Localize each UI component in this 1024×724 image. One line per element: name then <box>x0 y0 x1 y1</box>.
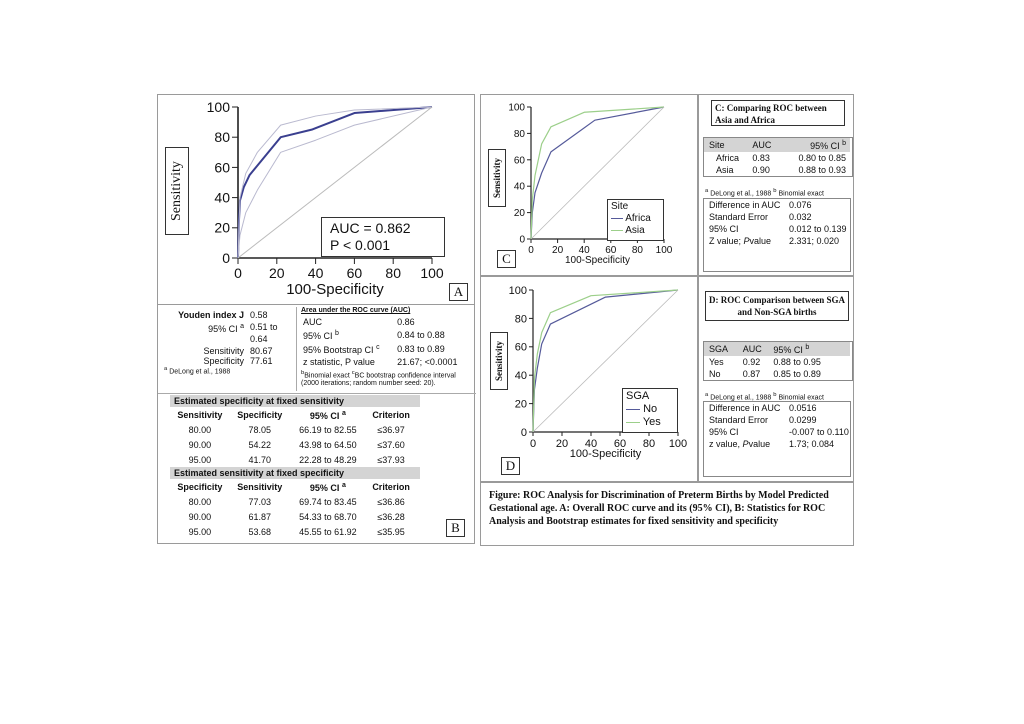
table-row: Asia 0.90 0.88 to 0.93 <box>716 165 846 175</box>
x-tick-label: 40 <box>578 245 590 256</box>
y-tick-label: 100 <box>206 98 230 115</box>
y-tick-label: 40 <box>214 189 230 206</box>
y-tick-label: 20 <box>214 219 230 236</box>
site-h-1: AUC <box>752 140 772 150</box>
legend-asia: Asia <box>625 225 645 236</box>
auc-ci-value: 0.84 to 0.88 <box>397 330 445 340</box>
y-tick-label: 20 <box>514 398 527 411</box>
auc-annotation: AUC = 0.862 <box>330 220 411 236</box>
spec-h-3: Criterion <box>372 410 410 420</box>
youden-ci-sup: a <box>240 323 244 330</box>
panel-d-stats: D: ROC Comparison between SGA and Non-SGA births SGA AUC 95% CI $^b$ Yes 0.92 0.88 to 0.95 No 0.87 0.85 to 0.89 $^a$ DeLong et al., 1988 $^b$ Binomial exact Difference in AUC 0.0516 Standard Error 0.0299 95% CI -0.007 to 0.110 z value, Pvalue 1.73; 0.084 <box>698 276 854 482</box>
legend-title: Site <box>611 201 629 212</box>
table-row: 95.00 53.68 45.55 to 61.92 ≤35.95 <box>188 527 405 537</box>
auc-title: Area under the ROC curve (AUC) <box>301 307 411 314</box>
roc-chart-overall <box>158 95 476 307</box>
x-tick-label: 60 <box>346 265 363 281</box>
y-tick-label: 0 <box>222 249 230 266</box>
youden-sens-value: 80.67 <box>250 346 273 356</box>
legend-no: No <box>643 403 658 415</box>
sens-table-title: Estimated sensitivity at fixed specificity <box>170 467 420 479</box>
sga-h-2-sup: b <box>805 344 810 351</box>
panel-a <box>157 94 475 306</box>
auc-z-label: z statistic, P value <box>303 357 375 367</box>
legend-swatch-no <box>626 409 640 410</box>
legend-africa: Africa <box>625 213 651 224</box>
spec-h-2: 95% CI <box>309 411 340 421</box>
panel-b-letter: B <box>446 519 465 537</box>
site-h-2: 95% CI <box>810 141 840 151</box>
x-axis-label: 100-Specificity <box>286 281 384 298</box>
legend-title: SGA <box>626 390 650 402</box>
x-tick-label: 40 <box>584 438 598 450</box>
sens-h-2-sup: a <box>341 482 346 489</box>
table-row: 80.00 78.05 66.19 to 82.55 ≤36.97 <box>188 425 405 435</box>
legend-swatch-asia <box>611 230 623 231</box>
sga-h-2: 95% CI <box>773 345 803 355</box>
table-row: 90.00 54.22 43.98 to 64.50 ≤37.60 <box>188 440 405 450</box>
y-axis-label: Sensitivity <box>490 332 508 390</box>
spec-table-title: Estimated specificity at fixed sensitivity <box>170 395 420 407</box>
x-tick-label: 100 <box>420 265 444 281</box>
auc-footnote-2: BC bootstrap confidence interval <box>354 372 456 380</box>
x-tick-label: 80 <box>385 265 401 281</box>
auc-boot-sup: c <box>376 344 380 351</box>
sga-footnote-a: DeLong et al., 1988 <box>710 394 772 402</box>
auc-fn2-sup: c <box>351 370 355 376</box>
sens-h-3: Criterion <box>372 482 410 492</box>
auc-ci-sup: b <box>335 330 339 337</box>
auc-row-label: AUC <box>303 317 323 327</box>
x-tick-label: 20 <box>555 438 569 450</box>
x-axis-label: 100-Specificity <box>564 255 631 266</box>
sga-h-0: SGA <box>709 344 729 354</box>
sga-footnote-b: Binomial exact <box>778 394 824 402</box>
legend-site <box>607 199 664 241</box>
youden-sens-label: Sensitivity <box>203 346 244 356</box>
sga-h-1: AUC <box>742 344 762 354</box>
x-tick-label: 80 <box>642 438 656 450</box>
y-tick-label: 20 <box>513 208 525 220</box>
y-axis-label: Sensitivity <box>488 149 506 207</box>
x-tick-label: 60 <box>613 438 627 450</box>
y-tick-label: 60 <box>514 341 527 354</box>
sens-h-0: Specificity <box>177 482 223 492</box>
sga-diff-box: Difference in AUC 0.0516 Standard Error 0.0299 95% CI -0.007 to 0.110 z value, Pvalue 1.73; 0.084 <box>703 401 851 477</box>
auc-box <box>296 307 472 391</box>
x-tick-label: 100 <box>655 245 673 256</box>
legend-sga <box>622 388 678 433</box>
auc-annotation-box <box>321 217 445 257</box>
table-row: Yes 0.92 0.88 to 0.95 <box>709 357 821 367</box>
y-tick-label: 80 <box>514 313 527 326</box>
sens-table-section <box>158 467 476 540</box>
youden-spec-value: 77.61 <box>250 356 273 366</box>
site-auc-table <box>703 137 853 177</box>
y-tick-label: 0 <box>520 426 527 439</box>
table-row: Africa 0.83 0.80 to 0.85 <box>716 153 846 163</box>
spec-h-2-sup: a <box>341 410 346 417</box>
x-axis-label: 100-Specificity <box>569 448 642 460</box>
panel-d-chart <box>480 276 698 482</box>
panel-d-heading: D: ROC Comparison between SGA and Non-SGA births <box>705 291 849 321</box>
figure-caption: Figure: ROC Analysis for Discrimination of Preterm Births by Model Predicted Gestational age. A: Overall ROC curve and its (95% CI), B: Statistics for ROC Analysis and Bootstrap estimates for fixed sensitivity and specificity <box>489 490 829 527</box>
y-tick-label: 0 <box>519 234 525 246</box>
x-tick-label: 80 <box>631 245 643 256</box>
y-axis-label: Sensitivity <box>165 147 189 235</box>
youden-value: 0.58 <box>250 310 268 320</box>
youden-ci-label: 95% CI <box>208 324 238 334</box>
auc-ci-label: 95% CI <box>303 331 333 341</box>
y-tick-label: 100 <box>508 284 527 297</box>
x-tick-label: 0 <box>234 265 242 281</box>
panel-a-letter: A <box>449 283 468 301</box>
youden-footnote-sup: a <box>164 366 168 372</box>
y-tick-label: 40 <box>514 370 527 383</box>
site-footnote-a: DeLong et al., 1988 <box>710 190 772 198</box>
sens-h-2: 95% CI <box>309 483 340 493</box>
panel-c-letter: C <box>497 250 516 268</box>
panel-d-letter: D <box>501 457 520 475</box>
auc-footnote-3: (2000 iterations; random number seed: 20). <box>301 380 436 388</box>
auc-boot-value: 0.83 to 0.89 <box>397 344 445 354</box>
panel-c-heading: C: Comparing ROC between Asia and Africa <box>711 100 845 126</box>
x-tick-label: 20 <box>552 245 564 256</box>
x-tick-label: 0 <box>528 245 534 256</box>
auc-footnote-1: Binomial exact <box>304 372 350 380</box>
figure-caption-box <box>480 482 854 546</box>
x-tick-label: 0 <box>529 438 537 450</box>
auc-z-value: 21.67; <0.0001 <box>397 357 458 367</box>
legend-yes: Yes <box>642 416 661 428</box>
panel-b <box>157 304 475 544</box>
x-tick-label: 100 <box>668 438 688 450</box>
y-tick-label: 80 <box>513 128 525 140</box>
y-tick-label: 100 <box>508 102 525 114</box>
x-tick-label: 60 <box>605 245 617 256</box>
y-tick-label: 60 <box>214 159 230 176</box>
site-diff-box: Difference in AUC 0.076 Standard Error 0.032 95% CI 0.012 to 0.139 Z value; Pvalue 2.331; 0.020 <box>703 198 851 272</box>
youden-box <box>162 309 290 389</box>
y-tick-label: 40 <box>513 181 525 193</box>
p-annotation: P < 0.001 <box>330 237 391 253</box>
legend-swatch-africa <box>611 218 623 219</box>
table-row: 95.00 41.70 22.28 to 48.29 ≤37.93 <box>188 455 405 465</box>
x-tick-label: 20 <box>269 265 285 281</box>
auc-row-value: 0.86 <box>397 317 415 327</box>
spec-h-0: Sensitivity <box>177 410 223 420</box>
spec-table <box>170 407 416 468</box>
y-tick-label: 60 <box>513 155 525 167</box>
y-tick-label: 80 <box>214 129 230 146</box>
roc-chart-sga <box>481 277 699 483</box>
youden-spec-label: Specificity <box>203 356 244 366</box>
youden-ci-value: 0.51 to 0.64 <box>250 322 278 344</box>
panel-c-stats: C: Comparing ROC between Asia and Africa Site AUC 95% CI $^b$ Africa 0.83 0.80 to 0.85 Asia 0.90 0.88 to 0.93 $^a$ DeLong et al., 1988 $^b$ Binomial exact Difference in AUC 0.076 Standard Error 0.032 95% CI 0.012 to 0.139 Z value; Pvalue 2.331; 0.020 <box>698 94 854 276</box>
x-tick-label: 40 <box>307 265 324 281</box>
sga-auc-table <box>703 341 853 381</box>
sens-table <box>170 479 416 540</box>
panel-c-chart <box>480 94 698 276</box>
table-row: 80.00 77.03 69.74 to 83.45 ≤36.86 <box>188 497 405 507</box>
sens-h-1: Sensitivity <box>237 482 283 492</box>
spec-h-1: Specificity <box>237 410 283 420</box>
auc-fn1-sup: b <box>301 370 305 376</box>
site-h-2-sup: b <box>842 140 846 147</box>
auc-boot-label: 95% Bootstrap CI <box>303 345 374 355</box>
youden-title: Youden index J <box>178 310 244 320</box>
table-row: 90.00 61.87 54.33 to 68.70 ≤36.28 <box>188 512 405 522</box>
site-h-0: Site <box>709 140 725 150</box>
youden-footnote: DeLong et al., 1988 <box>169 368 231 376</box>
table-row: No 0.87 0.85 to 0.89 <box>709 369 821 379</box>
site-footnote-b: Binomial exact <box>778 190 824 198</box>
legend-swatch-yes <box>626 422 640 423</box>
spec-table-section <box>158 393 476 468</box>
